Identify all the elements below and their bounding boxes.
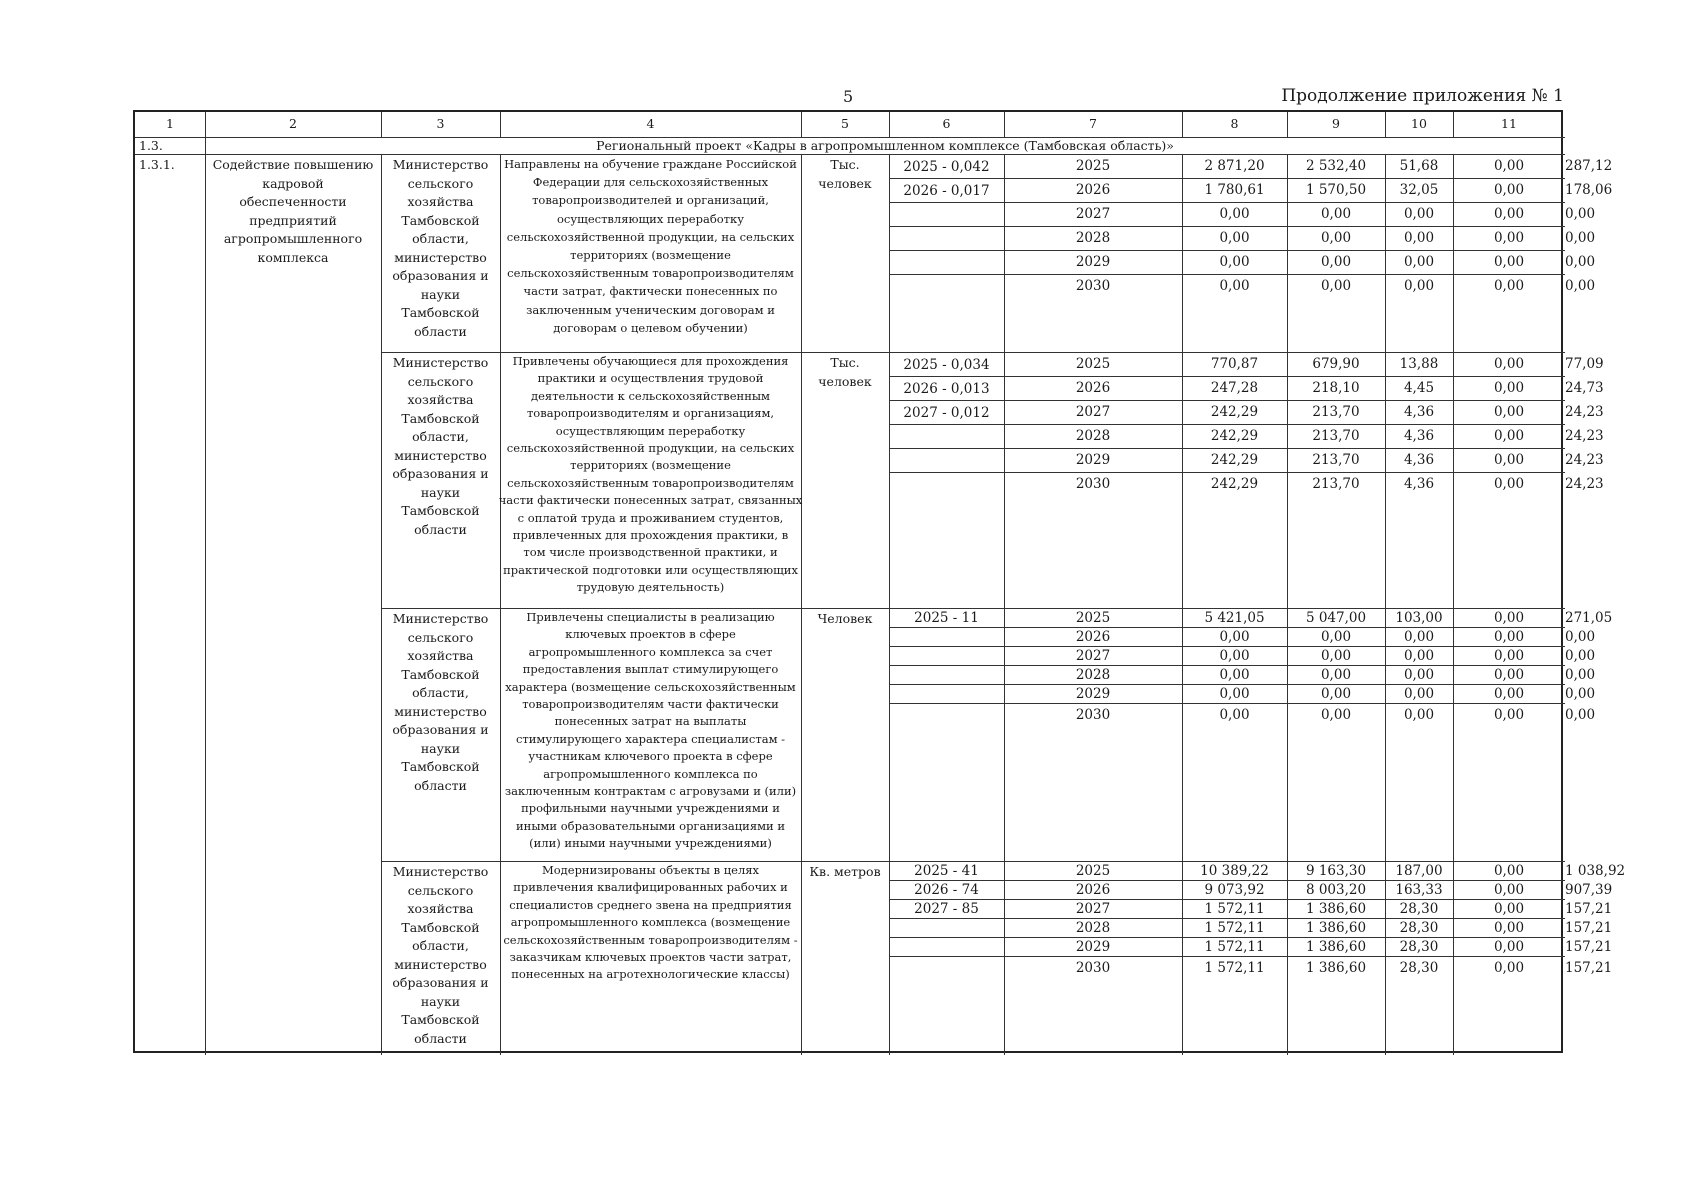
- description-line: том числе производственной практики, и: [523, 545, 778, 560]
- amount-cell: 4,36: [1403, 404, 1435, 421]
- amount-cell: 0,00: [1493, 404, 1525, 421]
- amount-cell: 0,00: [1493, 206, 1525, 223]
- responsible-line: области,: [412, 429, 469, 444]
- amount-cell: 0,00: [1320, 666, 1352, 683]
- target-value: 2025 - 41: [914, 863, 979, 880]
- year-cell: 2027: [1075, 404, 1111, 421]
- column-header: 10: [1411, 116, 1427, 131]
- amount-cell: 0,00: [1493, 685, 1525, 702]
- amount-cell: 32,05: [1399, 182, 1439, 199]
- row-rule: [1004, 376, 1565, 377]
- responsible-line: Тамбовской: [401, 503, 480, 518]
- column-header: 3: [436, 116, 445, 131]
- responsible-line: области: [414, 1030, 467, 1046]
- amount-cell: 0,00: [1565, 230, 1596, 247]
- amount-cell: 1 572,11: [1204, 960, 1265, 977]
- responsible-line: образования и: [392, 975, 489, 990]
- target-value: 2026 - 0,013: [903, 380, 990, 397]
- amount-cell: 0,00: [1219, 278, 1250, 295]
- amount-cell: 1 038,92: [1565, 862, 1626, 879]
- column-header: 5: [841, 116, 849, 131]
- description-line: сельскохозяйственной продукции, на сельских: [506, 229, 795, 244]
- amount-cell: 0,00: [1320, 254, 1352, 271]
- description-line: деятельности к сельскохозяйственным: [531, 388, 770, 403]
- description-line: сельскохозяйственным товаропроизводителям -: [503, 932, 798, 947]
- amount-cell: 0,00: [1403, 707, 1435, 724]
- amount-cell: 187,00: [1395, 862, 1443, 879]
- description-line: Направлены на обучение граждане Российской: [504, 157, 797, 171]
- row-rule: [1004, 178, 1565, 179]
- year-cell: 2030: [1075, 278, 1111, 295]
- responsible-line: сельского: [407, 629, 474, 645]
- description-line: иными образовательными организациями и: [515, 818, 786, 833]
- amount-cell: 1 386,60: [1305, 900, 1367, 917]
- responsible-line: области: [414, 521, 467, 537]
- amount-cell: 0,00: [1403, 666, 1435, 683]
- target-value: 2027 - 0,012: [903, 404, 990, 421]
- amount-cell: 0,00: [1219, 647, 1250, 664]
- year-cell: 2027: [1075, 900, 1111, 917]
- section-title: Региональный проект «Кадры в агропромышленном комплексе (Тамбовская область)»: [596, 138, 1174, 153]
- amount-cell: 103,00: [1395, 609, 1443, 626]
- unit-line: человек: [818, 373, 872, 389]
- amount-cell: 0,00: [1219, 254, 1250, 271]
- responsible-line: министерство: [394, 249, 487, 265]
- responsible-line: Тамбовской: [401, 759, 480, 774]
- responsible-line: области,: [412, 231, 469, 246]
- amount-cell: 9 073,92: [1204, 881, 1265, 898]
- amount-cell: 1 780,61: [1204, 182, 1265, 199]
- amount-cell: 0,00: [1565, 707, 1596, 724]
- description-line: агропромышленного комплекса за счет: [528, 644, 773, 659]
- amount-cell: 0,00: [1493, 158, 1525, 175]
- column-header: 2: [289, 116, 297, 131]
- amount-cell: 0,00: [1493, 628, 1525, 645]
- amount-cell: 0,00: [1320, 685, 1352, 702]
- item-number: 1.3.1.: [139, 157, 175, 172]
- responsible-line: Тамбовской: [401, 410, 480, 426]
- description-line: практики и осуществления трудовой: [537, 371, 764, 386]
- description-line: договорам о целевом обучении): [553, 320, 748, 335]
- year-cell: 2028: [1075, 428, 1111, 445]
- row-rule: [1004, 274, 1565, 275]
- amount-cell: 8 003,20: [1305, 881, 1367, 898]
- amount-cell: 247,28: [1210, 380, 1259, 397]
- amount-cell: 4,45: [1403, 380, 1435, 397]
- amount-cell: 0,00: [1565, 666, 1596, 683]
- description-line: товаропроизводителям части фактически: [522, 697, 779, 711]
- amount-cell: 242,29: [1210, 476, 1259, 493]
- amount-cell: 0,00: [1403, 647, 1435, 664]
- amount-cell: 178,06: [1565, 182, 1613, 199]
- year-cell: 2028: [1075, 919, 1111, 936]
- year-cell: 2025: [1075, 862, 1111, 879]
- target-rule: [889, 274, 1004, 275]
- target-rule: [889, 400, 1004, 401]
- amount-cell: 0,00: [1493, 278, 1525, 295]
- description-line: осуществляющих переработку: [557, 211, 744, 226]
- amount-cell: 0,00: [1493, 452, 1525, 469]
- amount-cell: 0,00: [1219, 206, 1250, 223]
- amount-cell: 271,05: [1565, 609, 1613, 626]
- amount-cell: 242,29: [1210, 452, 1259, 469]
- amount-cell: 0,00: [1493, 881, 1525, 898]
- year-cell: 2029: [1075, 685, 1111, 702]
- description-line: с оплатой труда и проживанием студентов,: [517, 510, 784, 525]
- amount-cell: 0,00: [1565, 254, 1596, 271]
- responsible-line: Тамбовской: [401, 305, 480, 320]
- amount-cell: 0,00: [1493, 666, 1525, 683]
- description-line: товаропроизводителям и организациям,: [526, 406, 775, 421]
- target-value: 2027 - 85: [914, 901, 979, 918]
- description-line: сельскохозяйственным товаропроизводителям: [507, 266, 794, 281]
- year-cell: 2028: [1075, 666, 1111, 683]
- amount-cell: 1 386,60: [1305, 919, 1367, 936]
- amount-cell: 0,00: [1219, 628, 1250, 645]
- amount-cell: 0,00: [1403, 685, 1435, 702]
- responsible-line: образования и: [392, 722, 489, 737]
- amount-cell: 0,00: [1565, 628, 1596, 645]
- amount-cell: 0,00: [1320, 628, 1352, 645]
- description-line: сельскохозяйственным товаропроизводителям: [507, 475, 794, 490]
- responsible-line: Министерство: [392, 157, 489, 172]
- description-line: агропромышленного комплекса (возмещение: [510, 915, 791, 930]
- year-cell: 2030: [1075, 707, 1111, 724]
- amount-cell: 5 047,00: [1305, 609, 1367, 626]
- responsible-line: сельского: [407, 882, 474, 898]
- responsible-line: области: [414, 323, 467, 339]
- responsible-line: министерство: [394, 703, 487, 719]
- amount-cell: 0,00: [1403, 230, 1435, 247]
- amount-cell: 1 386,60: [1305, 938, 1367, 955]
- amount-cell: 24,23: [1565, 476, 1604, 493]
- amount-cell: 0,00: [1493, 862, 1525, 879]
- amount-cell: 9 163,30: [1305, 862, 1367, 879]
- description-line: осуществляющим переработку: [555, 423, 746, 438]
- row-rule: [1004, 226, 1565, 227]
- amount-cell: 0,00: [1219, 230, 1250, 247]
- column-rule: [205, 137, 206, 1055]
- responsible-line: Министерство: [392, 355, 489, 370]
- amount-cell: 0,00: [1320, 206, 1352, 223]
- description-line: Модернизированы объекты в целях: [541, 863, 759, 877]
- amount-cell: 10 389,22: [1200, 862, 1269, 879]
- amount-cell: 0,00: [1493, 647, 1525, 664]
- amount-cell: 213,70: [1312, 404, 1360, 421]
- amount-cell: 0,00: [1565, 685, 1596, 702]
- description-line: Привлечены специалисты в реализацию: [526, 610, 775, 624]
- amount-cell: 0,00: [1493, 230, 1525, 247]
- description-line: (или) иными научными учреждениями): [529, 836, 772, 851]
- responsible-line: Министерство: [392, 611, 489, 626]
- unit-line: Человек: [817, 611, 873, 626]
- target-rule: [889, 250, 1004, 251]
- amount-cell: 218,10: [1312, 380, 1360, 397]
- amount-cell: 0,00: [1493, 919, 1525, 936]
- amount-cell: 1 572,11: [1204, 938, 1265, 955]
- amount-cell: 77,09: [1565, 356, 1604, 373]
- amount-cell: 4,36: [1403, 452, 1435, 469]
- amount-cell: 242,29: [1210, 404, 1259, 421]
- description-line: профильными научными учреждениями и: [521, 801, 780, 816]
- column-header: 9: [1332, 116, 1340, 131]
- responsible-line: области,: [412, 685, 469, 700]
- continuation-note: Продолжение приложения № 1: [1281, 86, 1564, 106]
- amount-cell: 0,00: [1403, 206, 1435, 223]
- amount-cell: 28,30: [1399, 938, 1439, 955]
- amount-cell: 0,00: [1493, 182, 1525, 199]
- amount-cell: 0,00: [1219, 685, 1250, 702]
- unit-line: Тыс.: [830, 157, 860, 172]
- responsible-line: науки: [420, 993, 461, 1009]
- target-rule: [889, 684, 1004, 685]
- column-header: 6: [942, 116, 951, 131]
- amount-cell: 0,00: [1493, 900, 1525, 917]
- description-line: заключенным ученическим договорам и: [526, 302, 775, 317]
- amount-cell: 0,00: [1565, 647, 1596, 664]
- row-rule: [1004, 400, 1565, 401]
- responsible-line: Тамбовской: [401, 1012, 480, 1027]
- responsible-line: науки: [420, 740, 461, 756]
- year-cell: 2030: [1075, 476, 1111, 493]
- amount-cell: 4,36: [1403, 476, 1435, 493]
- amount-cell: 157,21: [1565, 919, 1613, 936]
- target-value: 2025 - 11: [914, 610, 979, 627]
- item-name-line: обеспеченности: [239, 194, 347, 209]
- target-value: 2025 - 0,034: [903, 356, 990, 373]
- description-line: характера (возмещение сельскохозяйственным: [505, 679, 796, 694]
- amount-cell: 0,00: [1565, 278, 1596, 295]
- responsible-line: хозяйства: [407, 901, 474, 916]
- responsible-line: сельского: [407, 373, 474, 389]
- year-cell: 2029: [1075, 452, 1111, 469]
- amount-cell: 213,70: [1312, 476, 1360, 493]
- responsible-line: науки: [420, 286, 461, 302]
- description-line: понесенных затрат на выплаты: [554, 714, 747, 729]
- amount-cell: 24,23: [1565, 452, 1604, 469]
- responsible-line: Тамбовской: [401, 666, 480, 682]
- target-value: 2026 - 0,017: [903, 182, 990, 199]
- responsible-line: сельского: [407, 175, 474, 191]
- responsible-line: Тамбовской: [401, 919, 480, 935]
- year-cell: 2026: [1075, 380, 1111, 397]
- target-value: 2026 - 74: [914, 882, 979, 899]
- description-line: части затрат, фактически понесенных по: [523, 284, 778, 299]
- unit-line: Тыс.: [830, 355, 860, 370]
- responsible-line: хозяйства: [407, 194, 474, 209]
- column-header: 1: [166, 116, 174, 131]
- section-number: 1.3.: [139, 138, 163, 153]
- amount-cell: 0,00: [1403, 278, 1435, 295]
- responsible-line: министерство: [394, 956, 487, 972]
- year-cell: 2029: [1075, 938, 1111, 955]
- page-number: 5: [843, 87, 854, 106]
- target-rule: [889, 665, 1004, 666]
- description-line: товаропроизводителей и организаций,: [532, 193, 769, 208]
- description-line: агропромышленного комплекса по: [543, 766, 758, 781]
- amount-cell: 0,00: [1565, 206, 1596, 223]
- description-line: заказчикам ключевых проектов части затрат,: [509, 950, 792, 964]
- amount-cell: 0,00: [1493, 380, 1525, 397]
- description-line: привлечения квалифицированных рабочих и: [513, 880, 788, 895]
- target-rule: [889, 376, 1004, 377]
- item-name-line: комплекса: [257, 249, 329, 265]
- amount-cell: 24,23: [1565, 404, 1604, 421]
- description-line: практической подготовки или осуществляющих: [503, 562, 798, 577]
- amount-cell: 13,88: [1399, 356, 1439, 373]
- amount-cell: 0,00: [1493, 609, 1525, 626]
- row-rule: [1004, 250, 1565, 251]
- amount-cell: 907,39: [1565, 881, 1613, 898]
- amount-cell: 1 386,60: [1305, 960, 1367, 977]
- description-line: ключевых проектов в сфере: [565, 627, 736, 642]
- column-header: 4: [646, 116, 655, 131]
- year-cell: 2029: [1075, 254, 1111, 271]
- responsible-line: области,: [412, 938, 469, 953]
- responsible-line: хозяйства: [407, 648, 474, 663]
- target-rule: [889, 202, 1004, 203]
- item-name-line: кадровой: [262, 175, 324, 191]
- amount-cell: 28,30: [1399, 900, 1439, 917]
- target-rule: [889, 956, 1004, 957]
- amount-cell: 0,00: [1493, 428, 1525, 445]
- amount-cell: 0,00: [1320, 230, 1352, 247]
- row-rule: [1004, 448, 1565, 449]
- target-rule: [889, 703, 1004, 704]
- column-header: 7: [1089, 116, 1097, 131]
- responsible-line: образования и: [392, 466, 489, 481]
- amount-cell: 242,29: [1210, 428, 1259, 445]
- amount-cell: 0,00: [1219, 707, 1250, 724]
- item-name-line: предприятий: [249, 212, 337, 228]
- amount-cell: 679,90: [1312, 356, 1360, 373]
- amount-cell: 213,70: [1312, 428, 1360, 445]
- description-line: заключенным контрактам с агровузами и (или): [504, 784, 797, 798]
- row-rule: [1004, 202, 1565, 203]
- year-cell: 2028: [1075, 230, 1111, 247]
- description-line: трудовую деятельность): [576, 580, 725, 595]
- amount-cell: 770,87: [1210, 356, 1259, 373]
- amount-cell: 0,00: [1493, 254, 1525, 271]
- description-line: специалистов среднего звена на предприятия: [509, 897, 792, 912]
- responsible-line: Тамбовской: [401, 212, 480, 228]
- amount-cell: 0,00: [1493, 356, 1525, 373]
- description-line: понесенных на агротехнологические классы): [511, 967, 790, 982]
- target-rule: [889, 424, 1004, 425]
- item-name-line: Содействие повышению: [212, 157, 374, 172]
- description-line: части фактически понесенных затрат, связанных: [498, 493, 803, 508]
- unit-line: Кв. метров: [809, 864, 881, 879]
- year-cell: 2026: [1075, 881, 1111, 898]
- amount-cell: 0,00: [1320, 647, 1352, 664]
- unit-line: человек: [818, 175, 872, 191]
- year-cell: 2025: [1075, 356, 1111, 373]
- target-value: 2025 - 0,042: [903, 158, 990, 175]
- description-line: привлеченных для прохождения практики, в: [512, 528, 789, 542]
- amount-cell: 1 572,11: [1204, 900, 1265, 917]
- year-cell: 2027: [1075, 647, 1111, 664]
- target-rule: [889, 646, 1004, 647]
- responsible-line: образования и: [392, 268, 489, 283]
- target-rule: [889, 472, 1004, 473]
- amount-cell: 0,00: [1493, 938, 1525, 955]
- amount-cell: 2 871,20: [1204, 158, 1265, 175]
- year-cell: 2025: [1075, 158, 1111, 175]
- description-line: сельскохозяйственной продукции, на сельских: [506, 441, 795, 455]
- amount-cell: 5 421,05: [1204, 609, 1265, 626]
- amount-cell: 4,36: [1403, 428, 1435, 445]
- amount-cell: 287,12: [1565, 158, 1613, 175]
- amount-cell: 163,33: [1395, 881, 1443, 898]
- description-line: Федерации для сельскохозяйственных: [532, 175, 769, 190]
- amount-cell: 1 572,11: [1204, 919, 1265, 936]
- amount-cell: 0,00: [1219, 666, 1250, 683]
- description-line: территориях (возмещение: [570, 458, 731, 473]
- year-cell: 2026: [1075, 182, 1111, 199]
- row-rule: [1004, 472, 1565, 473]
- year-cell: 2027: [1075, 206, 1111, 223]
- amount-cell: 0,00: [1403, 628, 1435, 645]
- column-header: 8: [1230, 116, 1239, 131]
- amount-cell: 0,00: [1320, 707, 1352, 724]
- description-line: территориях (возмещение: [570, 248, 731, 262]
- responsible-line: области: [414, 777, 467, 793]
- responsible-line: хозяйства: [407, 392, 474, 407]
- amount-cell: 0,00: [1493, 960, 1525, 977]
- responsible-line: Министерство: [392, 864, 489, 879]
- description-line: стимулирующего характера специалистам -: [515, 731, 786, 746]
- amount-cell: 28,30: [1399, 919, 1439, 936]
- target-rule: [889, 178, 1004, 179]
- column-header: 11: [1501, 116, 1517, 131]
- budget-table: [133, 110, 1626, 1053]
- amount-cell: 157,21: [1565, 900, 1613, 917]
- description-line: участникам ключевого проекта в сфере: [528, 749, 773, 764]
- amount-cell: 24,73: [1565, 380, 1604, 397]
- amount-cell: 157,21: [1565, 960, 1613, 977]
- target-rule: [889, 226, 1004, 227]
- amount-cell: 24,23: [1565, 428, 1604, 445]
- amount-cell: 0,00: [1320, 278, 1352, 295]
- row-rule: [1004, 424, 1565, 425]
- amount-cell: 0,00: [1493, 476, 1525, 493]
- description-line: Привлечены обучающиеся для прохождения: [512, 354, 789, 368]
- description-line: предоставления выплат стимулирующего: [522, 662, 779, 677]
- amount-cell: 157,21: [1565, 938, 1613, 955]
- amount-cell: 213,70: [1312, 452, 1360, 469]
- amount-cell: 51,68: [1399, 158, 1439, 175]
- year-cell: 2025: [1075, 609, 1111, 626]
- amount-cell: 0,00: [1403, 254, 1435, 271]
- year-cell: 2030: [1075, 960, 1111, 977]
- amount-cell: 0,00: [1493, 707, 1525, 724]
- target-rule: [889, 448, 1004, 449]
- amount-cell: 2 532,40: [1305, 158, 1367, 175]
- responsible-line: науки: [420, 484, 461, 500]
- item-name-line: агропромышленного: [223, 231, 363, 246]
- amount-cell: 28,30: [1399, 960, 1439, 977]
- target-rule: [889, 937, 1004, 938]
- amount-cell: 1 570,50: [1305, 182, 1367, 199]
- responsible-line: министерство: [394, 447, 487, 463]
- year-cell: 2026: [1075, 628, 1111, 645]
